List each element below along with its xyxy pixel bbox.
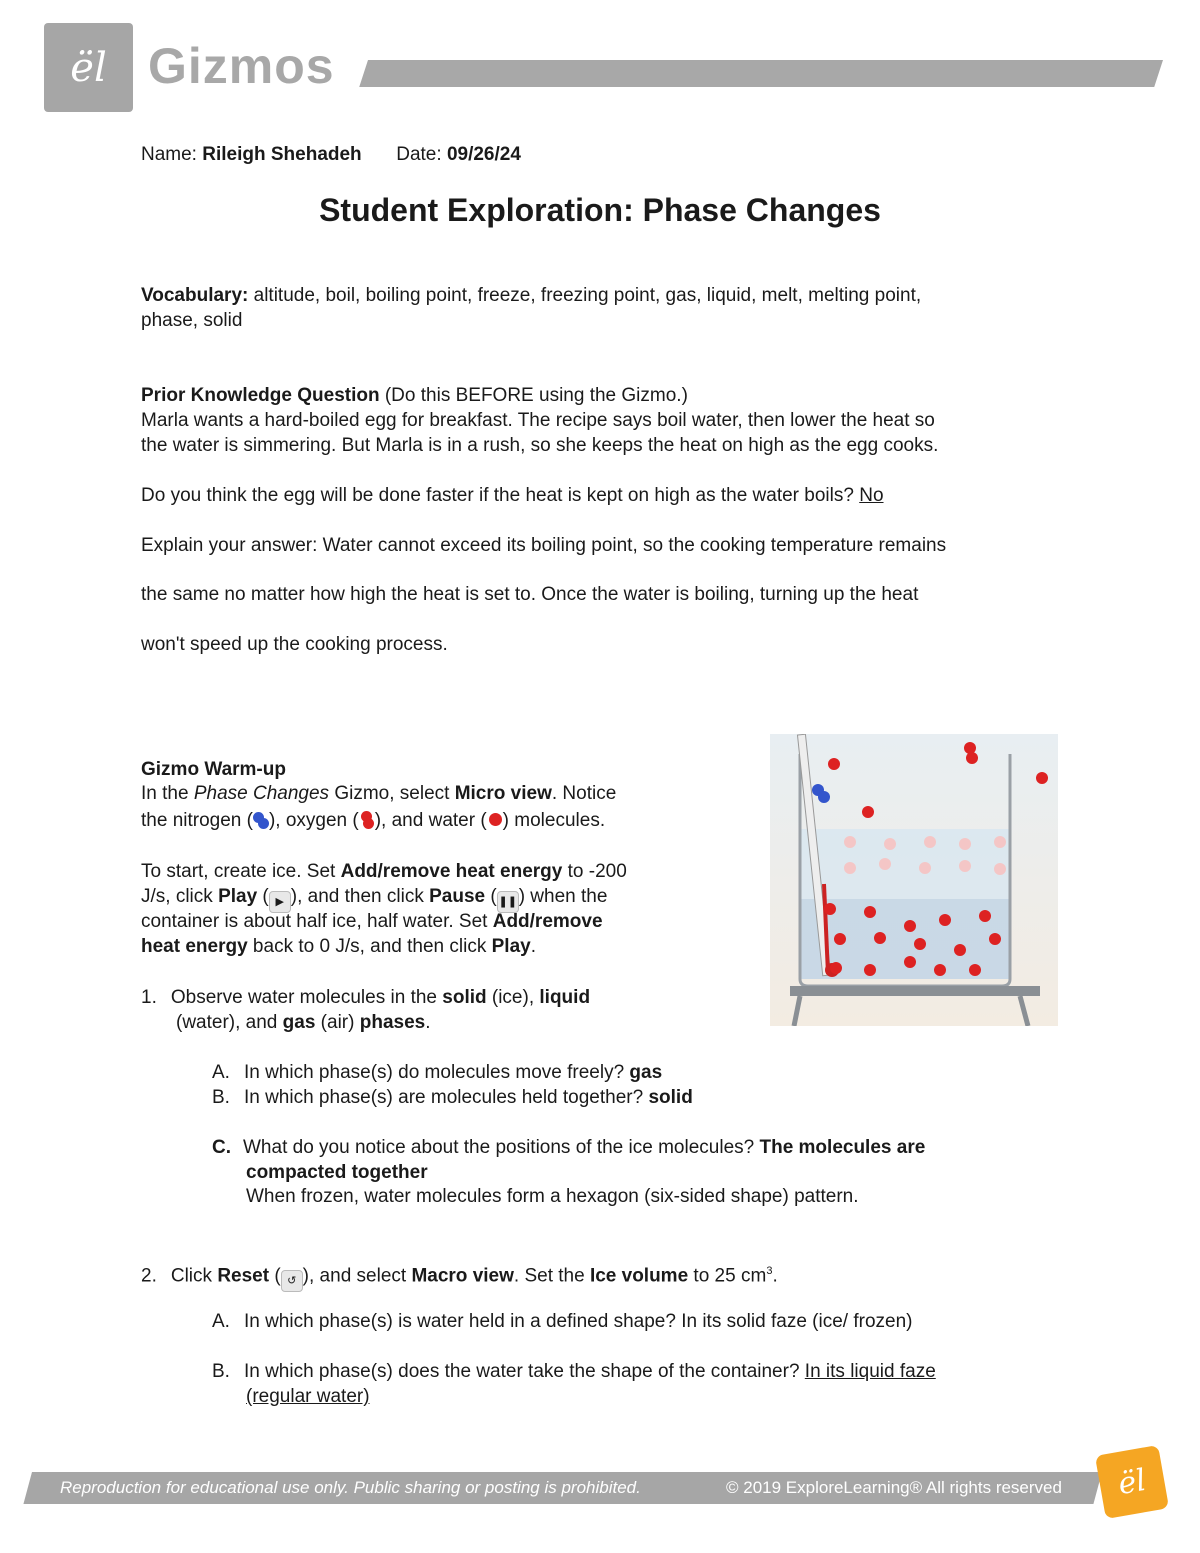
q1-b: B. In which phase(s) are molecules held together? solid: [212, 1087, 693, 1108]
q2-b: B. In which phase(s) does the water take the shape of the container? In its liquid faze: [212, 1361, 936, 1382]
warmup-line2: the nitrogen ( ), oxygen ( ), and water ( ) molecules.: [141, 810, 606, 831]
q1-c-note: When frozen, water molecules form a hexagon (six-sided shape) pattern.: [246, 1186, 859, 1207]
explain-line3: won't speed up the cooking process.: [141, 634, 448, 655]
footer-copyright: © 2019 ExploreLearning® All rights reserved: [726, 1478, 1062, 1497]
warmup-line6: heat energy back to 0 J/s, and then click Play.: [141, 936, 536, 957]
warmup-line3: To start, create ice. Set Add/remove heat energy to -200: [141, 861, 627, 882]
q1-a: A. In which phase(s) do molecules move freely? gas: [212, 1062, 663, 1083]
page-title: Student Exploration: Phase Changes: [319, 192, 881, 228]
date-value: 09/26/24: [446, 144, 521, 165]
q2-b-answer2: (regular water): [246, 1386, 370, 1407]
q1-b-answer: solid: [648, 1087, 693, 1108]
q2-line1: 2. Click Reset ( ↺ ), and select Macro view. Set the Ice volume to 25 $cm^3$.: [141, 1259, 778, 1292]
explain-line1: Explain your answer: Water cannot exceed its boiling point, so the cooking temperature remains: [141, 535, 947, 556]
q1-c-answer2: compacted together: [246, 1162, 428, 1183]
q1-c: C. What do you notice about the positions of the ice molecules? The molecules are: [212, 1137, 926, 1158]
warmup-line4: J/s, click Play ( ▶ ), and then click Pause ( ❚❚) when the: [141, 884, 607, 913]
name-date-line: Name: Rileigh Shehadeh Date: 09/26/24: [141, 144, 521, 165]
prior-answer: No: [859, 485, 884, 506]
student-name: Rileigh Shehadeh: [202, 144, 362, 165]
footer-notice: Reproduction for educational use only. Public sharing or posting is prohibited.: [60, 1478, 641, 1497]
brand-title: Gizmos: [148, 38, 335, 94]
explorelearning-logo: ël: [1095, 1445, 1169, 1519]
water-molecule-icon: [487, 811, 503, 829]
warmup-line1: In the Phase Changes Gizmo, select Micro view. Notice: [141, 783, 617, 804]
prior-question: Do you think the egg will be done faster if the heat is kept on high as the water boils? No: [141, 485, 884, 506]
prior-text1: Marla wants a hard-boiled egg for breakfast. The recipe says boil water, then lower the heat so: [141, 410, 935, 431]
gizmos-logo: ël: [44, 23, 133, 112]
q1-line2: (water), and gas (air) phases.: [176, 1012, 431, 1033]
play-icon: ▶: [269, 891, 291, 913]
q1-a-answer: gas: [629, 1062, 663, 1083]
oxygen-molecule-icon: [359, 811, 375, 829]
explain-line2: the same no matter how high the heat is set to. Once the water is boiling, turning up the heat: [141, 584, 919, 605]
pause-icon: ❚❚: [497, 891, 519, 913]
vocabulary-line1: Vocabulary: altitude, boil, boiling point, freeze, freezing point, gas, liquid, melt, melting point,: [141, 285, 922, 306]
warmup-heading: Gizmo Warm-up: [141, 759, 286, 780]
prior-text2: the water is simmering. But Marla is in a rush, so she keeps the heat on high as the egg cooks.: [141, 435, 939, 456]
warmup-line5: container is about half ice, half water. Set Add/remove: [141, 911, 603, 932]
phase-changes-gizmo-image: [770, 734, 1058, 1026]
q2-a: A. In which phase(s) is water held in a defined shape? In its solid faze (ice/ frozen): [212, 1311, 913, 1332]
header-bar: [359, 60, 1163, 87]
nitrogen-molecule-icon: [253, 811, 269, 829]
reset-icon: ↺: [281, 1270, 303, 1292]
prior-heading: Prior Knowledge Question (Do this BEFORE using the Gizmo.): [141, 385, 688, 406]
vocabulary-line2: phase, solid: [141, 310, 243, 331]
q1-line1: 1. Observe water molecules in the solid (ice), liquid: [141, 987, 591, 1008]
